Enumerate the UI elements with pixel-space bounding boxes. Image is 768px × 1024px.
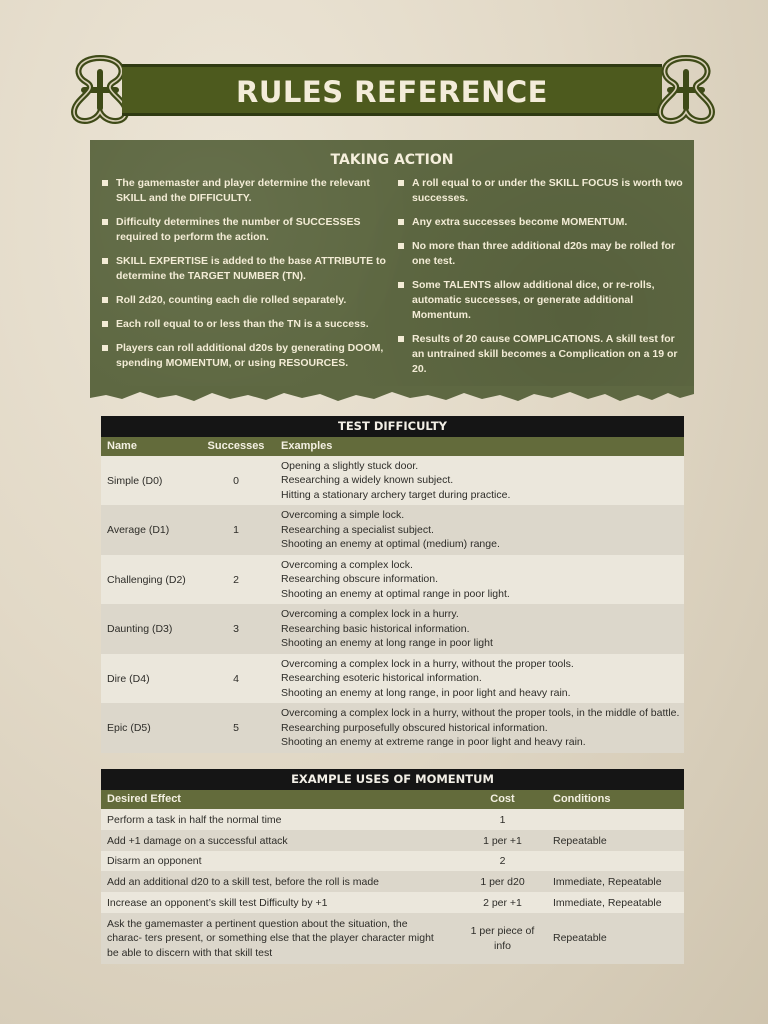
list-item: Difficulty determines the number of SUCCESSES required to perform the action. xyxy=(102,215,387,245)
momentum-cost: 1 xyxy=(499,813,506,826)
column-header-conditions: Conditions xyxy=(553,793,611,805)
difficulty-name: Simple (D0) xyxy=(107,474,163,487)
table-row xyxy=(101,871,684,892)
difficulty-successes: 0 xyxy=(233,474,239,487)
list-item: Results of 20 cause COMPLICATIONS. A skill test for an untrained skill becomes a Complication on a 19 or 20. xyxy=(398,332,688,377)
square-bullet-icon xyxy=(398,219,404,225)
square-bullet-icon xyxy=(398,180,404,186)
difficulty-name: Average (D1) xyxy=(107,524,170,536)
momentum-effect: Add an additional d20 to a skill test, before the roll is made xyxy=(107,875,379,888)
momentum-cost: 1 per piece of info xyxy=(470,925,535,952)
table-header-row xyxy=(101,437,684,456)
difficulty-successes: 1 xyxy=(233,524,239,536)
momentum-conditions: Repeatable xyxy=(553,932,607,945)
table-header-row xyxy=(101,790,684,809)
table-title: EXAMPLE USES OF MOMENTUM xyxy=(101,769,684,790)
column-header-cost: Cost xyxy=(490,793,515,805)
difficulty-successes: 2 xyxy=(233,573,239,586)
list-item: SKILL EXPERTISE is added to the base ATTRIBUTE to determine the TARGET NUMBER (TN). xyxy=(102,254,387,284)
taking-action-panel xyxy=(90,140,694,390)
square-bullet-icon xyxy=(398,336,404,342)
table-row xyxy=(101,703,684,753)
list-item: A roll equal to or under the SKILL FOCUS is worth two successes. xyxy=(398,176,688,206)
momentum-effect: Ask the gamemaster a pertinent question about the situation, the charac- ters present, or something else that the player character might be able to discern with that skill test xyxy=(107,917,434,959)
square-bullet-icon xyxy=(102,297,108,303)
table-row xyxy=(101,892,684,913)
momentum-effect: Perform a task in half the normal time xyxy=(107,813,282,826)
column-header-name: Name xyxy=(107,440,137,452)
difficulty-name: Dire (D4) xyxy=(107,672,150,685)
list-item: Players can roll additional d20s by generating DOOM, spending MOMENTUM, or using RESOURCES. xyxy=(102,341,387,371)
table-row xyxy=(101,830,684,851)
column-header-examples: Examples xyxy=(281,440,333,452)
list-item: No more than three additional d20s may be rolled for one test. xyxy=(398,239,688,269)
momentum-cost: 1 per d20 xyxy=(480,875,525,888)
momentum-effect: Increase an opponent’s skill test Difficulty by +1 xyxy=(107,896,328,909)
square-bullet-icon xyxy=(102,345,108,351)
table-row xyxy=(101,604,684,654)
table-row xyxy=(101,809,684,830)
table-row xyxy=(101,851,684,871)
difficulty-examples: Overcoming a simple lock. Researching a specialist subject. Shooting an enemy at optimal (medium) range. xyxy=(281,509,500,551)
momentum-cost: 2 per +1 xyxy=(483,896,522,909)
torn-edge-decoration xyxy=(90,386,694,404)
list-item: Any extra successes become MOMENTUM. xyxy=(398,215,688,230)
square-bullet-icon xyxy=(102,180,108,186)
momentum-cost: 2 xyxy=(499,855,506,867)
column-header-desired-effect: Desired Effect xyxy=(107,793,181,805)
banner-bar xyxy=(122,64,662,116)
momentum-cost: 1 per +1 xyxy=(483,834,522,847)
difficulty-successes: 5 xyxy=(233,722,239,734)
difficulty-successes: 4 xyxy=(233,672,239,685)
square-bullet-icon xyxy=(398,282,404,288)
list-item: Roll 2d20, counting each die rolled separately. xyxy=(102,293,387,308)
table-row xyxy=(101,505,684,555)
list-item: Some TALENTS allow additional dice, or re-rolls, automatic successes, or generate additional Momentum. xyxy=(398,278,688,323)
difficulty-examples: Overcoming a complex lock. Researching obscure information. Shooting an enemy at optimal range in poor light. xyxy=(281,558,510,600)
difficulty-name: Daunting (D3) xyxy=(107,623,173,635)
list-item: The gamemaster and player determine the relevant SKILL and the DIFFICULTY. xyxy=(102,176,387,206)
square-bullet-icon xyxy=(102,219,108,225)
square-bullet-icon xyxy=(102,321,108,327)
table-row xyxy=(101,913,684,964)
difficulty-successes: 3 xyxy=(233,623,239,635)
square-bullet-icon xyxy=(102,258,108,264)
column-header-successes: Successes xyxy=(207,440,265,452)
momentum-effect: Add +1 damage on a successful attack xyxy=(107,834,288,847)
table-row xyxy=(101,456,684,505)
table-title: TEST DIFFICULTY xyxy=(101,416,684,437)
difficulty-name: Epic (D5) xyxy=(107,722,151,734)
page-title: RULES REFERENCE xyxy=(236,75,548,109)
taking-action-left-list xyxy=(102,176,387,380)
list-item: Each roll equal to or less than the TN is a success. xyxy=(102,317,387,332)
difficulty-examples: Overcoming a complex lock in a hurry. Researching basic historical information. Shooting an enemy at long range in poor light xyxy=(281,608,493,650)
difficulty-examples: Overcoming a complex lock in a hurry, without the proper tools, in the middle of battle. Researching purposefully obscured historical information. Shooting an enemy at extreme range in poor light and heavy rain. xyxy=(281,707,680,749)
momentum-conditions: Repeatable xyxy=(553,834,607,847)
table-row xyxy=(101,654,684,703)
momentum-conditions: Immediate, Repeatable xyxy=(553,896,662,909)
difficulty-examples: Opening a slightly stuck door. Researching a widely known subject. Hitting a stationary archery target during practice. xyxy=(281,459,511,501)
momentum-conditions: Immediate, Repeatable xyxy=(553,875,662,888)
taking-action-right-list xyxy=(398,176,688,386)
celtic-knot-right-icon xyxy=(650,52,722,128)
square-bullet-icon xyxy=(398,243,404,249)
difficulty-examples: Overcoming a complex lock in a hurry, without the proper tools. Researching esoteric historical information. Shooting an enemy at long range, in poor light and heavy rain. xyxy=(281,657,574,699)
momentum-effect: Disarm an opponent xyxy=(107,855,202,867)
page-banner xyxy=(64,52,722,128)
test-difficulty-table xyxy=(101,416,684,753)
difficulty-name: Challenging (D2) xyxy=(107,573,186,586)
momentum-table xyxy=(101,769,684,964)
taking-action-title: TAKING ACTION xyxy=(330,152,454,168)
table-row xyxy=(101,555,684,604)
